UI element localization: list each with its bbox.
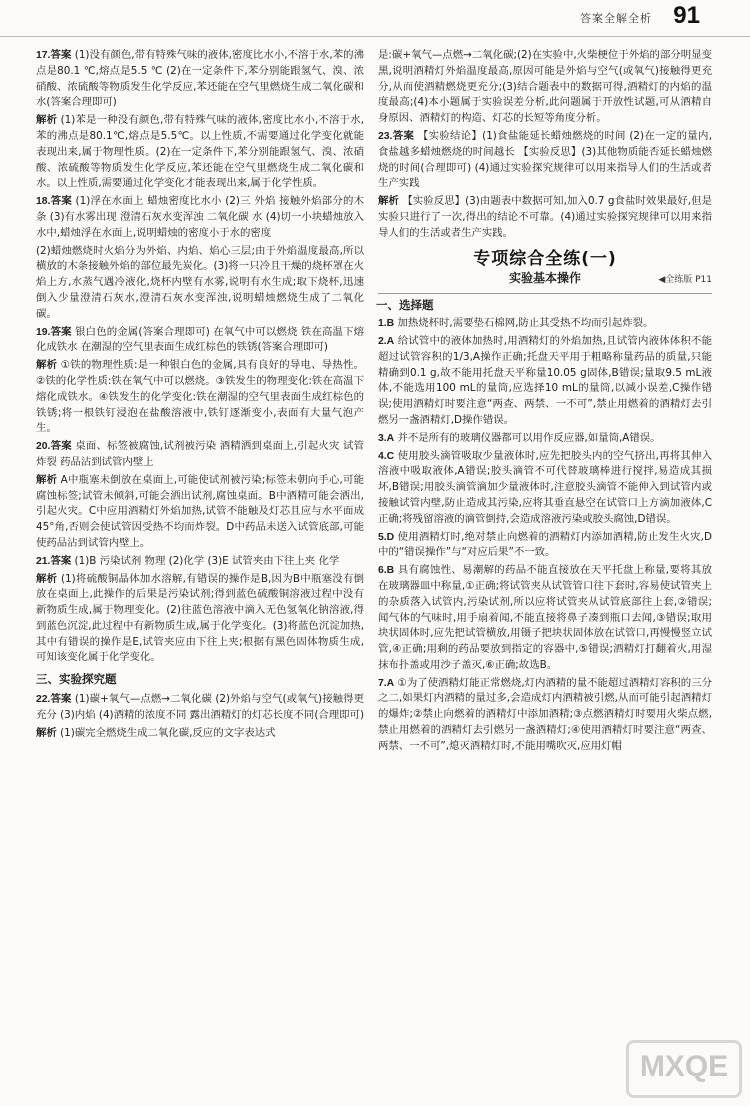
entry: 解析 【实验反思】(3)由题表中数据可知,加入0.7 g食盐时效果最好,但是实验只进行了一次,得出的结论不可靠。(4)通过实验探究规律可以用来指导人们的生活或者生产实践。 (378, 195, 713, 239)
entry: 解析 ①铁的物理性质:是一种银白色的金属,具有良好的导电、导热性。②铁的化学性质:铁在氧气中可以燃烧。③铁发生的物理变化:铁在高温下熔化成铁水。④铁发生的化学变化:铁在潮湿的空气里表面生成红棕色的铁锈;将一根铁钉浸泡在盐酸溶液中,铁钉逐渐变小,表面有大量气泡产生。 (36, 359, 364, 435)
subtitle-row (378, 269, 712, 294)
page-reference: ◀全练版 P11 (658, 275, 712, 286)
entry: 是:碳+氧气—点燃→二氧化碳;(2)在实验中,火柴梗位于外焰的部分明显变黑,说明酒精灯外焰温度最高,原因可能是外焰与空气(或氧气)接触得更充分,从而使酒精燃烧更充分;(3)结合题表中的数据可得,酒精灯的内焰的温度最高;(4)本小题属于实验误差分析,此问题属于开放性试题,可从酒精自身原因、酒精灯的构造、灯芯的长短等角度分析。 (378, 49, 712, 125)
answer-item: 7.A ①为了使酒精灯能正常燃烧,灯内酒精的量不能超过酒精灯容积的三分之二,如果灯内酒精的量过多,会造成灯内酒精被引燃,从而可能引起酒精灯的爆炸;②禁止向燃着的酒精灯中添加酒精;③点燃酒精灯时要用火柴点燃,禁止用燃着的酒精灯去引燃另一盏酒精灯;④使用酒精灯时要注意“两查、两禁、一不可”,熄灭酒精灯时,不能用嘴吹灭,应用灯帽 (378, 676, 712, 752)
answer-item: 4.C 使用胶头滴管吸取少量液体时,应先把胶头内的空气挤出,再将其伸入溶液中吸取液体,A错误;胶头滴管不可代替玻璃棒进行搅拌,易造成其损坏,B错误;用胶头滴管滴加少量液体时,注意胶头滴管不能伸入到试管内或接触试管内壁,防止造成其污染,应将其垂直悬空在试管口上方滴加液体,C正确;将残留溶液的滴管倒持,会造成溶液污染或胶头腐蚀,D错误。 (378, 449, 712, 525)
answer-item: 1.B 加热烧杯时,需要垫石棉网,防止其受热不均而引起炸裂。 (378, 317, 654, 330)
section-one-heading: 一、选择题 (376, 298, 434, 313)
entry: 17.答案 (1)没有颜色,带有特殊气味的液体,密度比水小,不溶于水,苯的沸点是80.1 ℃,熔点是5.5 ℃ (2)在一定条件下,苯分别能跟氢气、溴、浓硝酸、浓硫酸等物质发生化学反应,苯还能在空气里燃烧生成二氧化碳和水(答案合理即可) (36, 49, 364, 109)
answer-item: 2.A 给试管中的液体加热时,用酒精灯的外焰加热,且试管内液体体积不能超过试管容积的1/3,A操作正确;托盘天平用于粗略称量药品的质量,只能精确到0.1 g,故不能用托盘天平称量10.05 g固体,B错误;量取9.5 mL液体,不能选用100 mL的量筒,应选择10 mL的量筒,以减小误差,C操作错误;使用酒精灯时要注意“两查、两禁、一不可”,禁止用燃着的酒精灯去引燃另一盏酒精灯,D操作错误。 (378, 334, 712, 426)
entry: 20.答案 桌面、标签被腐蚀,试剂被污染 酒精洒到桌面上,引起火灾 试管炸裂 药品沾到试管内壁上 (36, 440, 365, 468)
entry: 18.答案 (1)浮在水面上 蜡烛密度比水小 (2)三 外焰 接触外焰部分的木条 (3)有水雾出现 澄清石灰水变浑浊 二氧化碳 水 (4)切一小块蜡烛放入水中,蜡烛浮在水面上,说明蜡烛的密度小于水的密度 (36, 195, 364, 239)
watermark-logo: MXQE (626, 1040, 742, 1098)
entry: 解析 A中瓶塞未倒放在桌面上,可能使试剂被污染;标签未朝向手心,可能腐蚀标签;试管未倾斜,可能会洒出试剂,腐蚀桌面。B中酒精可能会洒出,引起火灾。C中应用酒精灯外焰加热,试管不能触及灯芯且应与水平面成45°角,否则会使试管因受热不均而炸裂。D中药品未送入试管底部,可能使药品沾到试管内壁上。 (36, 473, 364, 549)
left-column (36, 48, 364, 743)
entry: 解析 (1)将硫酸铜晶体加水溶解,有错误的操作是B,因为B中瓶塞没有倒放在桌面上,此操作的后果是污染试剂;得到蓝色硫酸铜溶液过程中没有新物质生成,属于物理变化。(2)往蓝色溶液中滴入无色氢氧化钠溶液,得到蓝色沉淀,此过程中有新物质生成,属于化学变化。(3)将蓝色沉淀加热,其中有错误的操作是E,试管夹应由下往上夹;根据有黑色固体物质生成,可知该变化属于化学变化。 (36, 572, 365, 664)
answer-item: 6.B 具有腐蚀性、易潮解的药品不能直接放在天平托盘上称量,要将其放在玻璃器皿中称量,①正确;将试管夹从试管管口往下套时,容易使试管夹上的杂质落入试管内,污染试剂,所以应将试管夹从试管底部往上套,②错误;闻气体的气味时,用手扇着闻,不能直接将鼻子凑到瓶口去闻,③错误;取用块状固体时,应先把试管横放,用镊子把块状固体放在试管口,再慢慢竖立试管,④正确;用剩的药品要放到指定的容器中,⑤错误;酒精灯打翻着火,用湿抹布扑盖或用沙子盖灭,⑥正确;故选B。 (378, 564, 712, 671)
entry: 19.答案 银白色的金属(答案合理即可) 在氧气中可以燃烧 铁在高温下熔化成铁水 在潮湿的空气里表面生成红棕色的铁锈(答案合理即可) (36, 325, 364, 354)
section-title: 专项综合全练(一) (473, 248, 617, 269)
entry: 解析 (1)苯是一种没有颜色,带有特殊气味的液体,密度比水小,不溶于水,苯的沸点是80.1℃,熔点是5.5℃。以上性质,不需要通过化学变化就能表现出来,属于物理性质。(2)在一定条件下,苯分别能跟氢气、溴、浓硝酸、浓硫酸等物质发生化学反应,苯还能在空气里燃烧生成二氧化碳和水。以上性质,需要通过化学变化才能表现出来,属于化学性质。 (36, 114, 364, 190)
entry: 23.答案 【实验结论】(1)食盐能延长蜡烛燃烧的时间 (2)在一定的量内,食盐越多蜡烛燃烧的时间越长 【实验反思】(3)其他物质能否延长蜡烛燃烧的时间(合理即可) (4)通过实验探究规律可以用来指导人们的生活或者生产实践 (378, 129, 713, 190)
entry: (2)蜡烛燃烧时火焰分为外焰、内焰、焰心三层;由于外焰温度最高,所以横放的木条接触外焰的部位最先炭化。(3)将一只冷且干燥的烧杯罩在火焰上方,水蒸气遇冷液化,烧杯内壁有水雾,说明有水生成;取下烧杯,迅速倒入少量澄清石灰水,澄清石灰水变浑浊,说明蜡烛燃烧生成了二氧化碳。 (36, 244, 364, 320)
entry: 21.答案 (1)B 污染试剂 物理 (2)化学 (3)E 试管夹由下往上夹 化学 (36, 554, 340, 567)
answer-item: 5.D 使用酒精灯时,绝对禁止向燃着的酒精灯内添加酒精,防止发生火灾,D中的“错误操作”与“对应后果”不一致。 (378, 530, 712, 559)
right-column (378, 48, 712, 757)
subtitle: 实验基本操作 (508, 271, 581, 286)
answer-item: 3.A 并不是所有的玻璃仪器都可以用作反应器,如量筒,A错误。 (378, 431, 661, 444)
page-header (0, 0, 750, 37)
entry: 解析 (1)碳完全燃烧生成二氧化碳,反应的文字表达式 (36, 726, 276, 739)
entry: 22.答案 (1)碳+氧气—点燃→二氧化碳 (2)外焰与空气(或氧气)接触得更充分 (3)内焰 (4)酒精的浓度不同 露出酒精灯的灯芯长度不同(合理即可) (36, 693, 364, 721)
section-three-heading: 三、实验探究题 (36, 672, 117, 687)
header-tag: 答案全解全析 (580, 12, 652, 25)
page-number: 91 (673, 2, 700, 29)
